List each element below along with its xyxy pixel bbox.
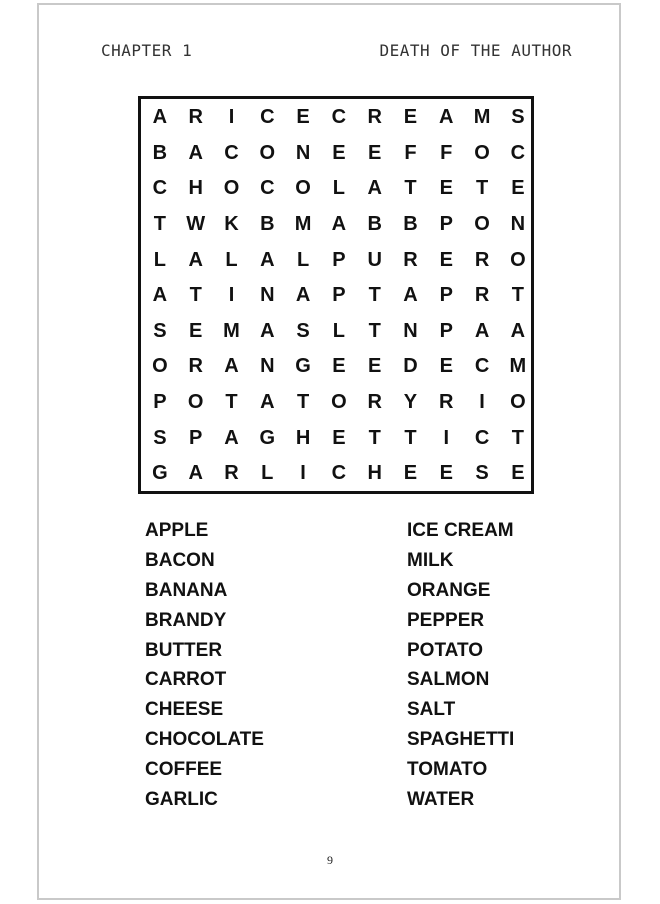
grid-letter: D [403,355,418,378]
grid-letter: R [188,355,203,378]
word-list-item: APPLE [145,520,209,541]
grid-letter: W [186,213,206,236]
grid-letter: R [474,248,490,271]
grid-letter: S [475,462,489,485]
grid-letter: I [443,426,450,449]
grid-letter: A [260,248,275,271]
grid-letter: M [223,319,240,342]
grid-letter: L [153,248,166,271]
word-list-item: CHEESE [145,699,224,721]
grid-letter: E [439,462,453,485]
grid-letter: A [474,319,490,342]
word-list-item: ORANGE [407,579,491,601]
grid-letter: R [367,391,382,414]
grid-letter: P [153,391,167,414]
grid-letter: H [188,177,203,200]
word-list-item: COFFEE [145,759,223,781]
page-number: 9 [327,853,333,867]
grid-letter: C [331,462,347,485]
grid-letter: P [332,284,346,307]
grid-letter: N [260,355,275,378]
grid-letter: K [224,213,239,236]
grid-letter: R [224,462,239,485]
grid-letter: O [474,213,490,236]
grid-letter: C [260,177,275,200]
grid-letter: I [228,284,235,307]
grid-letter: A [439,106,454,129]
grid-letter: E [332,355,346,378]
grid-letter: R [188,106,203,129]
grid-letter: C [474,355,490,378]
grid-letter: R [474,284,490,307]
grid-letter: T [475,177,489,200]
word-list-item: TOMATO [407,759,488,781]
grid-letter: A [188,248,203,271]
grid-letter: P [439,319,453,342]
grid-letter: L [332,319,345,342]
grid-letter: O [510,248,526,271]
grid-letter: E [439,355,453,378]
grid-letter: A [152,284,168,307]
word-list-item: BANANA [145,579,228,601]
grid-letter: B [260,213,275,236]
grid-letter: T [404,426,417,449]
grid-letter: L [225,248,238,271]
word-list-item: BACON [145,549,215,571]
grid-letter: O [474,141,490,164]
word-list-item: CARROT [145,669,227,691]
grid-letter: I [479,391,485,414]
grid-letter: L [332,177,345,200]
grid-letter: O [187,391,204,414]
word-list-item: PEPPER [407,609,485,631]
grid-letter: A [188,462,203,485]
grid-letter: T [225,391,238,414]
grid-letter: F [404,141,417,164]
word-list-left [145,519,264,818]
grid-letter: C [474,426,490,449]
grid-letter: A [367,177,382,200]
chapter-title: DEATH OF THE AUTHOR [379,41,572,60]
word-list-item: SALT [407,699,456,721]
grid-letter: T [368,426,381,449]
grid-letter: B [403,213,418,236]
grid-letter: T [511,426,524,449]
grid-letter: P [189,426,203,449]
grid-letter: H [295,426,311,449]
grid-letter: E [403,106,418,129]
grid-letter: O [331,391,347,414]
word-list-item: POTATO [407,639,483,661]
word-list-item: BUTTER [145,639,223,661]
grid-letter: F [440,141,453,164]
grid-letter: G [152,462,168,485]
grid-letter: B [367,213,382,236]
grid-letter: N [510,213,526,236]
grid-letter: L [261,462,274,485]
grid-letter: C [224,141,239,164]
grid-letter: T [189,284,202,307]
grid-letter: C [260,106,275,129]
grid-letter: N [260,284,275,307]
grid-letter: R [367,106,382,129]
grid-letter: I [228,106,235,129]
grid-letter: I [300,462,306,485]
grid-letter: R [439,391,454,414]
grid-letter: E [368,141,382,164]
word-list-item: MILK [407,549,454,571]
grid-letter: O [259,141,276,164]
word-list-item: ICE CREAM [407,520,514,541]
word-list-item: BRANDY [145,609,227,631]
grid-letter: S [511,106,525,129]
grid-letter: T [511,284,524,307]
grid-letter: A [152,106,168,129]
grid-letter: A [224,355,239,378]
grid-letter: A [331,213,347,236]
word-search-grid [138,96,534,494]
grid-letter: E [296,106,310,129]
grid-letter: P [439,213,453,236]
grid-letter: A [295,284,311,307]
grid-letter: P [332,248,346,271]
grid-letter: A [188,141,203,164]
grid-letter: A [260,391,275,414]
grid-letter: A [224,426,239,449]
grid-letter: O [510,391,526,414]
grid-letter: T [153,213,166,236]
grid-letter: T [296,391,310,414]
chapter-label: CHAPTER 1 [101,41,193,60]
word-list-item: WATER [407,789,475,811]
grid-letter: G [259,426,276,449]
grid-letter: S [296,319,310,342]
grid-letter: G [295,355,311,378]
word-list-item: SALMON [407,669,490,691]
grid-letter: C [331,106,347,129]
grid-letter: A [510,319,526,342]
grid-letter: E [439,177,453,200]
grid-letter: L [296,248,310,271]
grid-letter: E [368,355,382,378]
grid-letter: R [403,248,418,271]
word-list-item: CHOCOLATE [145,729,264,751]
grid-letter: O [223,177,240,200]
grid-letter: E [511,177,525,200]
grid-letter: U [367,248,382,271]
grid-letter: Y [403,391,418,414]
grid-letter: M [509,355,527,378]
grid-letter: A [260,319,275,342]
grid-letter: N [295,141,311,164]
grid-letter: O [152,355,168,378]
grid-letter: C [510,141,526,164]
grid-letter: A [403,284,418,307]
grid-letter: P [439,284,453,307]
grid-letter: T [368,319,381,342]
grid-letter: C [152,177,168,200]
grid-letter: T [368,284,381,307]
grid-letter: E [439,248,453,271]
grid-letter: E [332,426,346,449]
letter-grid [141,100,532,492]
grid-letter: E [511,462,525,485]
grid-letter: H [367,462,382,485]
grid-letter: O [295,177,311,200]
grid-letter: T [404,177,417,200]
grid-letter: S [153,319,167,342]
grid-letter: E [332,141,346,164]
grid-letter: N [403,319,418,342]
word-list-item: GARLIC [145,789,218,811]
word-list-item: SPAGHETTI [407,729,515,751]
grid-letter: M [473,106,491,129]
word-list-right [407,519,514,818]
grid-letter: E [403,462,418,485]
grid-letter: E [189,319,203,342]
grid-letter: S [153,426,167,449]
grid-letter: M [294,213,312,236]
grid-letter: B [152,141,168,164]
